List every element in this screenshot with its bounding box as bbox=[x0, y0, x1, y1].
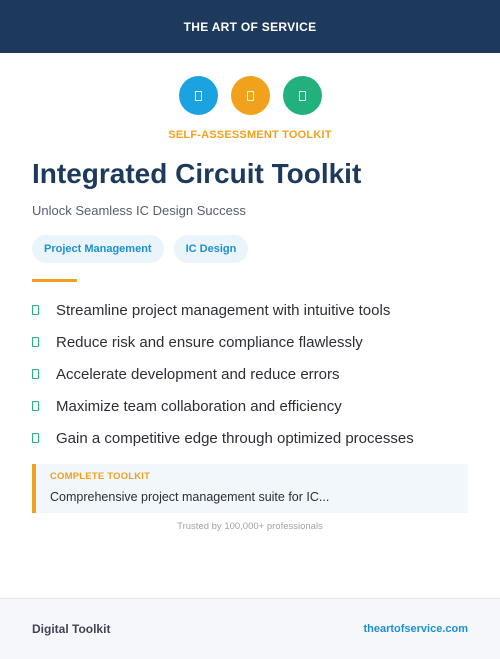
feature-text: Streamline project management with intuitive tools bbox=[56, 301, 391, 319]
page-subtitle: Unlock Seamless IC Design Success bbox=[32, 203, 246, 218]
feature-item bbox=[32, 294, 472, 326]
feature-text: Reduce risk and ensure compliance flawlessly bbox=[56, 333, 363, 351]
tag-ic-design: IC Design bbox=[174, 235, 249, 263]
callout-label: COMPLETE TOOLKIT bbox=[50, 471, 151, 482]
trusted-note: Trusted by 100,000+ professionals bbox=[177, 521, 323, 532]
callout-text: Comprehensive project management suite for IC... bbox=[50, 490, 330, 504]
document-icon bbox=[247, 91, 254, 101]
document-icon bbox=[299, 91, 306, 101]
page-title: Integrated Circuit Toolkit bbox=[32, 158, 362, 189]
tag-list bbox=[32, 235, 248, 263]
footer-bar bbox=[0, 598, 500, 659]
check-icon bbox=[32, 369, 39, 379]
icon-row bbox=[0, 76, 500, 115]
feature-text: Accelerate development and reduce errors bbox=[56, 365, 340, 383]
check-icon bbox=[32, 401, 39, 411]
check-icon bbox=[32, 305, 39, 315]
toolkit-callout bbox=[32, 464, 468, 513]
feature-item bbox=[32, 358, 472, 390]
accent-divider bbox=[32, 279, 77, 282]
footer-website-link[interactable]: theartofservice.com bbox=[363, 623, 468, 635]
feature-item bbox=[32, 422, 472, 454]
document-icon bbox=[195, 91, 202, 101]
check-icon bbox=[32, 433, 39, 443]
feature-item bbox=[32, 326, 472, 358]
icon-circle-orange bbox=[231, 76, 270, 115]
header-bar bbox=[0, 0, 500, 53]
icon-circle-blue bbox=[179, 76, 218, 115]
feature-text: Gain a competitive edge through optimized processes bbox=[56, 429, 414, 447]
tag-project-management: Project Management bbox=[32, 235, 164, 263]
feature-text: Maximize team collaboration and efficiency bbox=[56, 397, 342, 415]
eyebrow-label: SELF-ASSESSMENT TOOLKIT bbox=[168, 129, 332, 141]
feature-item bbox=[32, 390, 472, 422]
check-icon bbox=[32, 337, 39, 347]
icon-circle-green bbox=[283, 76, 322, 115]
footer-label: Digital Toolkit bbox=[32, 622, 111, 636]
brand-name: THE ART OF SERVICE bbox=[183, 19, 317, 34]
feature-list bbox=[32, 294, 472, 454]
